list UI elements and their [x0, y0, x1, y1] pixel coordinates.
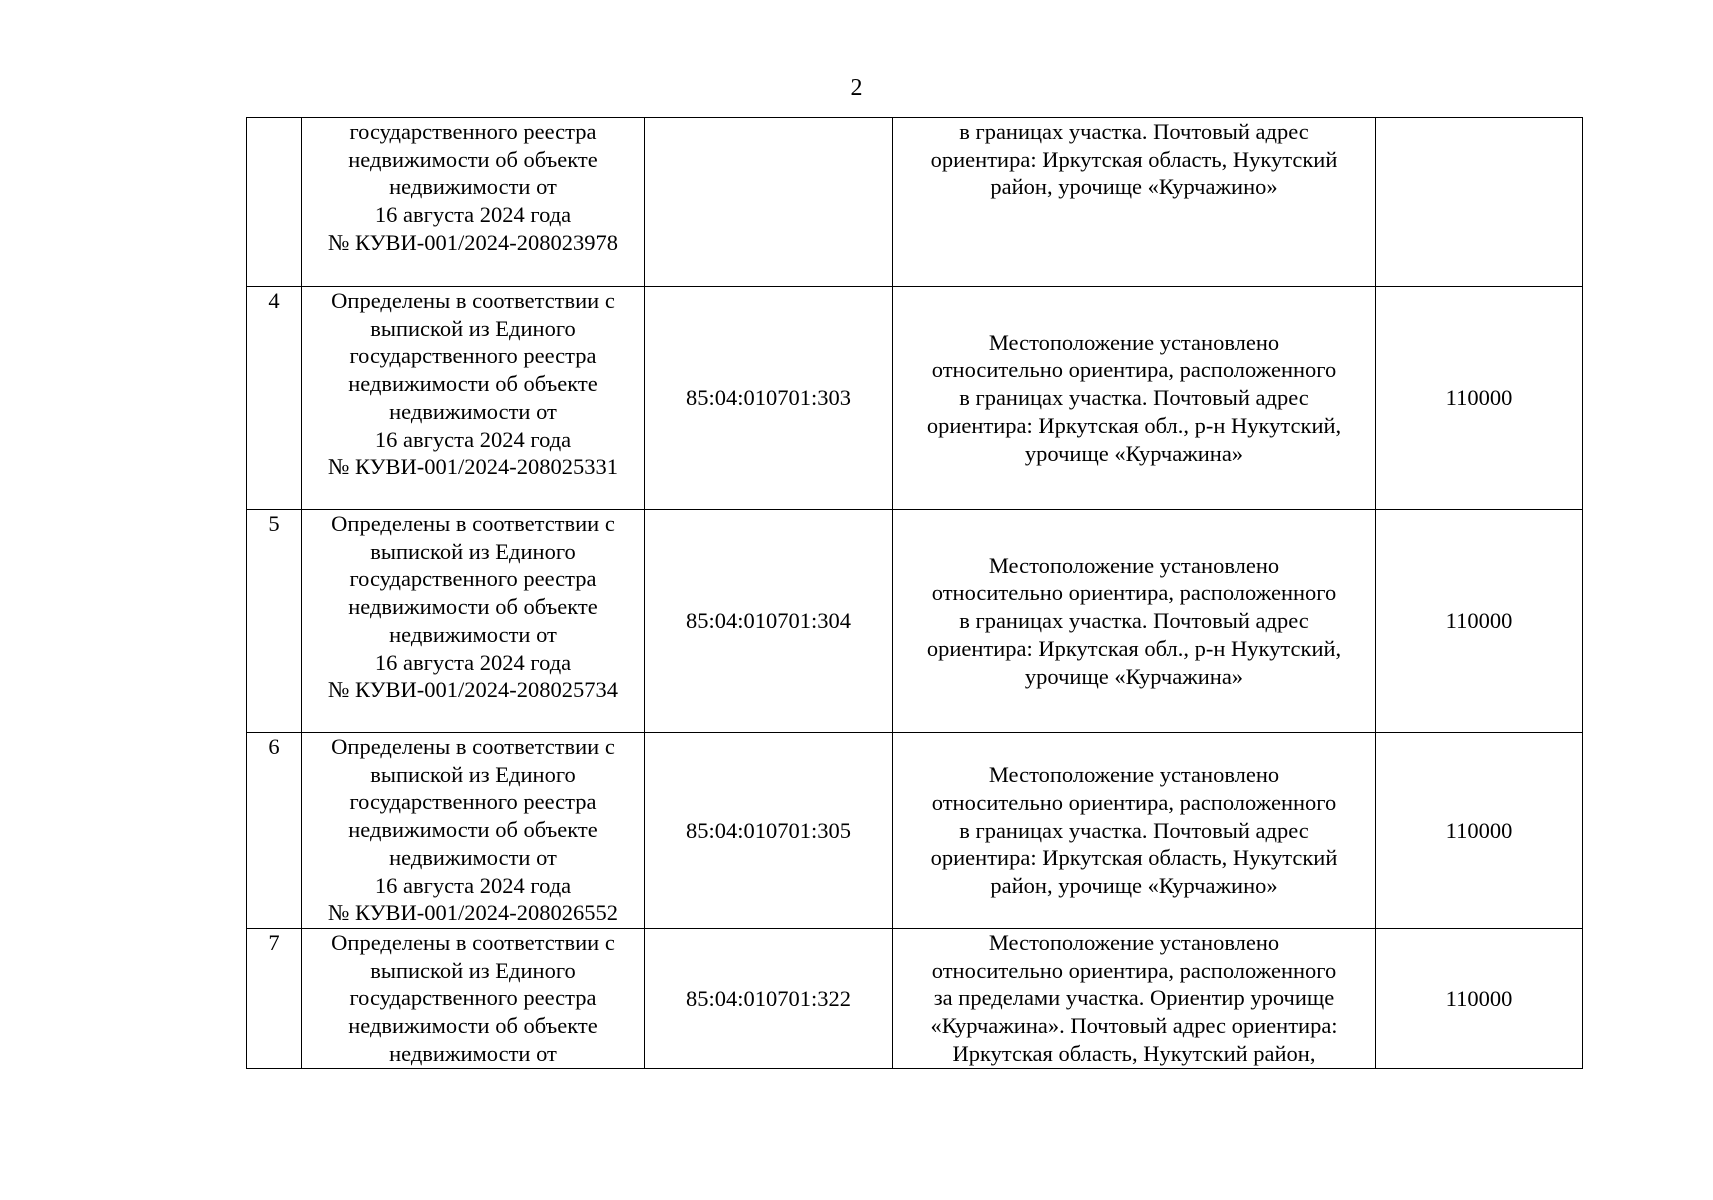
location-line: район, урочище «Курчажино»	[990, 873, 1278, 899]
basis-line: выпиской из Единого	[370, 538, 576, 564]
table-row	[247, 510, 1583, 733]
basis-line: Определены в соответствии с	[331, 930, 615, 955]
location-line: Местоположение установлено	[988, 552, 1280, 578]
basis-cell	[302, 287, 645, 510]
location-line: Местоположение установлено	[988, 329, 1280, 355]
basis-line: выпиской из Единого	[370, 761, 576, 787]
location-line: район, урочище «Курчажино»	[990, 174, 1278, 200]
location-line: ориентира: Иркутская область, Нукутский	[930, 845, 1338, 871]
basis-line: недвижимости об объекте	[348, 1013, 598, 1039]
location-cell	[893, 733, 1376, 929]
basis-line: выпиской из Единого	[370, 315, 576, 341]
basis-line: 16 августа 2024 года	[374, 202, 572, 228]
location-line: за пределами участка. Ориентир урочище	[933, 985, 1335, 1011]
basis-line: недвижимости об объекте	[348, 594, 598, 620]
area-value: 110000	[1376, 287, 1583, 510]
row-number: 5	[247, 510, 302, 733]
table-row	[247, 929, 1583, 1069]
location-line: Местоположение установлено	[988, 930, 1280, 955]
basis-cell	[302, 118, 645, 287]
basis-line: № КУВИ-001/2024-208025734	[327, 677, 619, 703]
basis-line: 16 августа 2024 года	[374, 426, 572, 452]
basis-line: Определены в соответствии с	[331, 734, 615, 759]
basis-line: № КУВИ-001/2024-208026552	[327, 900, 619, 926]
page-number: 2	[850, 75, 863, 101]
location-line: «Курчажина». Почтовый адрес ориентира:	[930, 1013, 1338, 1039]
row-number: 7	[247, 929, 302, 1069]
table-row	[247, 118, 1583, 287]
location-line: урочище «Курчажина»	[1024, 663, 1244, 689]
table-row	[247, 287, 1583, 510]
basis-line: 16 августа 2024 года	[374, 872, 572, 898]
basis-cell	[302, 510, 645, 733]
basis-line: недвижимости от	[389, 398, 557, 424]
basis-line: Определены в соответствии с	[331, 288, 615, 313]
basis-line: недвижимости от	[389, 621, 557, 647]
location-line: Иркутская область, Нукутский район,	[952, 1040, 1316, 1066]
basis-cell	[302, 733, 645, 929]
location-line: Местоположение установлено	[988, 762, 1280, 788]
location-line: ориентира: Иркутская обл., р-н Нукутский,	[926, 635, 1342, 661]
location-line: относительно ориентира, расположенного	[931, 357, 1337, 383]
area-value: 110000	[1376, 929, 1583, 1069]
basis-line: выпиской из Единого	[370, 957, 576, 983]
basis-line: государственного реестра	[349, 985, 597, 1011]
location-line: ориентира: Иркутская обл., р-н Нукутский,	[926, 412, 1342, 438]
location-line: относительно ориентира, расположенного	[931, 957, 1337, 983]
basis-line: государственного реестра	[349, 566, 597, 592]
location-cell	[893, 118, 1376, 287]
location-line: в границах участка. Почтовый адрес	[959, 608, 1309, 634]
table-row	[247, 733, 1583, 929]
location-line: в границах участка. Почтовый адрес	[959, 385, 1309, 411]
basis-line: Определены в соответствии с	[331, 511, 615, 536]
location-line: урочище «Курчажина»	[1024, 440, 1244, 466]
basis-line: недвижимости от	[389, 844, 557, 870]
cadastral-number: 85:04:010701:305	[645, 733, 893, 929]
location-line: относительно ориентира, расположенного	[931, 789, 1337, 815]
location-cell	[893, 287, 1376, 510]
basis-line: государственного реестра	[349, 343, 597, 369]
basis-line: № КУВИ-001/2024-208023978	[327, 229, 619, 255]
basis-line: недвижимости от	[389, 1040, 557, 1066]
row-number: 6	[247, 733, 302, 929]
area-value	[1376, 118, 1583, 287]
location-line: относительно ориентира, расположенного	[931, 580, 1337, 606]
location-cell	[893, 510, 1376, 733]
basis-line: недвижимости об объекте	[348, 371, 598, 397]
row-number: 4	[247, 287, 302, 510]
location-line: в границах участка. Почтовый адрес	[959, 817, 1309, 843]
basis-line: государственного реестра	[349, 789, 597, 815]
cadastral-number: 85:04:010701:304	[645, 510, 893, 733]
cadastral-number: 85:04:010701:322	[645, 929, 893, 1069]
basis-line: недвижимости об объекте	[348, 817, 598, 843]
row-number	[247, 118, 302, 287]
basis-line: недвижимости от	[389, 174, 557, 200]
location-line: в границах участка. Почтовый адрес	[959, 119, 1309, 144]
cadastral-number	[645, 118, 893, 287]
basis-line: № КУВИ-001/2024-208025331	[327, 454, 619, 480]
basis-cell	[302, 929, 645, 1069]
basis-line: государственного реестра	[349, 119, 597, 144]
basis-line: недвижимости об объекте	[348, 146, 598, 172]
location-cell	[893, 929, 1376, 1069]
area-value: 110000	[1376, 510, 1583, 733]
basis-line: 16 августа 2024 года	[374, 649, 572, 675]
area-value: 110000	[1376, 733, 1583, 929]
location-line: ориентира: Иркутская область, Нукутский	[930, 146, 1338, 172]
land-plots-table	[246, 117, 1583, 1069]
cadastral-number: 85:04:010701:303	[645, 287, 893, 510]
